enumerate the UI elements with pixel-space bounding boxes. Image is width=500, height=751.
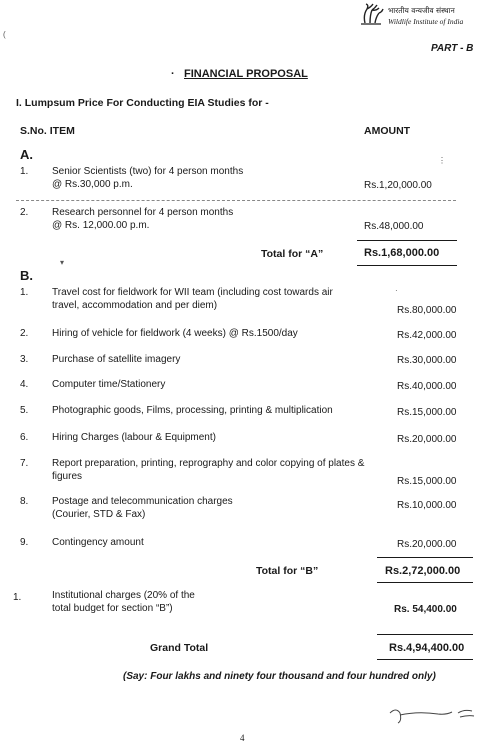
column-header-amount: AMOUNT bbox=[364, 125, 411, 137]
amount-in-words: (Say: Four lakhs and ninety four thousand and four hundred only) bbox=[123, 671, 436, 682]
logo-english-text: Wildlife Institute of India bbox=[388, 17, 464, 26]
logo-hindi-text: भारतीय वन्यजीव संस्थान bbox=[388, 6, 455, 15]
item-description: Report preparation, printing, reprography and color copying of plates & figures bbox=[52, 458, 365, 482]
item-number: 1. bbox=[20, 287, 29, 298]
item-amount: Rs.42,000.00 bbox=[397, 330, 457, 341]
item-amount: Rs.15,000.00 bbox=[397, 407, 457, 418]
wildlife-emblem-icon bbox=[357, 3, 385, 27]
item-line: Institutional charges (20% of the bbox=[52, 590, 195, 601]
item-description: Contingency amount bbox=[52, 537, 144, 548]
institute-logo bbox=[357, 3, 497, 29]
grand-total-rule bbox=[377, 659, 473, 660]
item-description: Photographic goods, Films, processing, printing & multiplication bbox=[52, 405, 333, 416]
item-description bbox=[52, 166, 352, 191]
item-line: Research personnel for 4 person months bbox=[52, 207, 234, 218]
item-number: 3. bbox=[20, 354, 29, 365]
item-line: @ Rs. 12,000.00 p.m. bbox=[52, 219, 150, 231]
item-number: 6. bbox=[20, 432, 29, 443]
total-a-label: Total for “A” bbox=[261, 248, 324, 260]
item-description: Hiring of vehicle for fieldwork (4 weeks) @ Rs.1500/day bbox=[52, 328, 298, 339]
item-amount: Rs.40,000.00 bbox=[397, 381, 457, 392]
page-number: 4 bbox=[240, 733, 245, 743]
scan-mark: · bbox=[395, 286, 398, 295]
item-amount: Rs.10,000.00 bbox=[397, 500, 457, 511]
item-line: Senior Scientists (two) for 4 person months bbox=[52, 166, 244, 177]
item-line: total budget for section “B”) bbox=[52, 602, 173, 614]
item-amount: Rs.20,000.00 bbox=[397, 539, 457, 550]
item-line: @ Rs.30,000 p.m. bbox=[52, 178, 133, 190]
item-number: 5. bbox=[20, 405, 29, 416]
item-description bbox=[52, 590, 302, 615]
total-b-label: Total for “B” bbox=[256, 565, 319, 577]
grand-total-rule bbox=[377, 634, 473, 635]
total-b-value: Rs.2,72,000.00 bbox=[385, 565, 461, 577]
item-description: Postage and telecommunication charges (Courier, STD & Fax) bbox=[52, 496, 233, 520]
item-amount: Rs.80,000.00 bbox=[397, 305, 457, 316]
item-amount: Rs.20,000.00 bbox=[397, 434, 457, 445]
item-amount: Rs.15,000.00 bbox=[397, 476, 457, 487]
item-amount: Rs.30,000.00 bbox=[397, 355, 457, 366]
signature-icon bbox=[388, 705, 478, 725]
total-rule bbox=[377, 582, 473, 583]
item-number: 1. bbox=[13, 592, 22, 603]
item-amount: Rs.48,000.00 bbox=[364, 221, 424, 232]
item-description: Hiring Charges (labour & Equipment) bbox=[52, 432, 216, 443]
item-number: 4. bbox=[20, 379, 29, 390]
grand-total-label: Grand Total bbox=[150, 642, 209, 654]
item-description: Purchase of satellite imagery bbox=[52, 354, 181, 365]
institutional-amount: Rs. 54,400.00 bbox=[394, 604, 457, 615]
section-heading: I. Lumpsum Price For Conducting EIA Studies for - bbox=[16, 97, 269, 109]
item-number: 2. bbox=[20, 328, 29, 339]
item-number: 1. bbox=[20, 166, 29, 177]
row-divider bbox=[16, 200, 456, 201]
total-a-value: Rs.1,68,000.00 bbox=[364, 247, 440, 259]
total-rule bbox=[357, 240, 457, 241]
total-rule bbox=[377, 557, 473, 558]
scan-mark: ( bbox=[3, 30, 6, 39]
item-amount: Rs.1,20,000.00 bbox=[364, 180, 432, 191]
document-title: FINANCIAL PROPOSAL bbox=[184, 68, 308, 80]
item-description: Computer time/Stationery bbox=[52, 379, 166, 390]
item-number: 8. bbox=[20, 496, 29, 507]
section-b-label: B. bbox=[20, 268, 33, 283]
item-number: 7. bbox=[20, 458, 29, 469]
column-header-sno-item: S.No. ITEM bbox=[20, 125, 75, 137]
title-bullet: · bbox=[171, 68, 175, 80]
scan-mark: ▾ bbox=[60, 258, 65, 267]
scan-mark: ⋮ bbox=[438, 156, 446, 165]
item-number: 9. bbox=[20, 537, 29, 548]
grand-total-value: Rs.4,94,400.00 bbox=[389, 642, 465, 654]
item-number: 2. bbox=[20, 207, 29, 218]
item-description bbox=[52, 207, 352, 232]
item-description: Travel cost for fieldwork for WII team (including cost towards air travel, accommodation and per diem) bbox=[52, 287, 333, 311]
part-label: PART - B bbox=[431, 43, 474, 54]
total-rule bbox=[357, 265, 457, 266]
section-a-label: A. bbox=[20, 147, 33, 162]
